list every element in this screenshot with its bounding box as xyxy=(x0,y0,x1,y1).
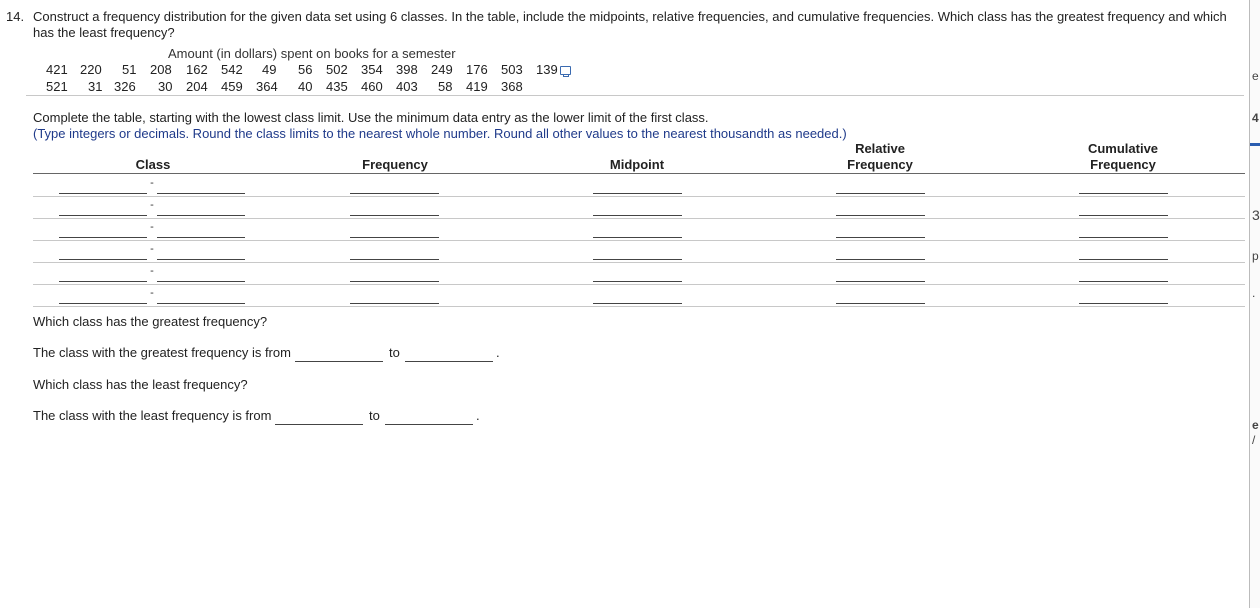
cumulative-frequency-input[interactable] xyxy=(1079,227,1168,238)
class-dash: - xyxy=(150,221,154,233)
frequency-input[interactable] xyxy=(350,293,439,304)
data-value: 49 xyxy=(262,62,277,77)
data-value: 249 xyxy=(431,62,453,77)
strip-glyph: e xyxy=(1252,418,1259,432)
midpoint-input[interactable] xyxy=(593,293,682,304)
class-lower-input[interactable] xyxy=(59,271,147,282)
class-lower-input[interactable] xyxy=(59,183,147,194)
data-value: 40 xyxy=(298,79,313,94)
instruction-note: (Type integers or decimals. Round the class limits to the nearest whole number. Round all other values to the nearest thousandth as needed.) xyxy=(33,126,847,141)
row-divider xyxy=(33,196,1245,197)
relative-frequency-input[interactable] xyxy=(836,205,925,216)
header-relative-frequency xyxy=(810,141,950,173)
question-text: Construct a frequency distribution for the given data set using 6 classes. In the table, include the midpoints, relative frequencies, and cumulative frequencies. Which class has the greatest frequency and which has the least frequency? xyxy=(33,9,1227,40)
data-value: 31 xyxy=(88,79,103,94)
relative-frequency-input[interactable] xyxy=(836,249,925,260)
question-number: 14. xyxy=(6,9,25,24)
data-value: 56 xyxy=(298,62,313,77)
data-value: 368 xyxy=(501,79,523,94)
strip-glyph: . xyxy=(1252,286,1256,300)
class-dash: - xyxy=(150,177,154,189)
data-value: 398 xyxy=(396,62,418,77)
class-upper-input[interactable] xyxy=(157,227,245,238)
class-dash: - xyxy=(150,243,154,255)
relative-frequency-input[interactable] xyxy=(836,183,925,194)
midpoint-input[interactable] xyxy=(593,205,682,216)
greatest-lower-input[interactable] xyxy=(295,349,383,362)
data-value: 521 xyxy=(46,79,68,94)
data-value: 419 xyxy=(466,79,488,94)
instruction-text: Complete the table, starting with the lowest class limit. Use the minimum data entry as the lower limit of the first class. xyxy=(33,110,709,125)
frequency-input[interactable] xyxy=(350,205,439,216)
header-midpoint: Midpoint xyxy=(609,157,665,172)
data-value: 30 xyxy=(158,79,173,94)
header-cumulative-line2: Frequency xyxy=(1090,157,1156,172)
class-upper-input[interactable] xyxy=(157,249,245,260)
table-header-divider xyxy=(33,173,1245,174)
data-value: 162 xyxy=(186,62,208,77)
least-lower-input[interactable] xyxy=(275,412,363,425)
greatest-statement: The class with the greatest frequency is from xyxy=(33,345,291,360)
cumulative-frequency-input[interactable] xyxy=(1079,183,1168,194)
class-lower-input[interactable] xyxy=(59,293,147,304)
frequency-input[interactable] xyxy=(350,183,439,194)
least-period: . xyxy=(476,408,480,423)
greatest-upper-input[interactable] xyxy=(405,349,493,362)
copy-data-icon[interactable] xyxy=(560,66,571,75)
header-cumulative-frequency xyxy=(1053,141,1193,173)
cumulative-frequency-input[interactable] xyxy=(1079,249,1168,260)
data-value: 326 xyxy=(114,79,136,94)
strip-glyph: 4 xyxy=(1252,111,1259,125)
frequency-input[interactable] xyxy=(350,227,439,238)
strip-glyph: e xyxy=(1252,69,1259,83)
row-divider xyxy=(33,240,1245,241)
cumulative-frequency-input[interactable] xyxy=(1079,205,1168,216)
data-value: 435 xyxy=(326,79,348,94)
class-upper-input[interactable] xyxy=(157,293,245,304)
class-dash: - xyxy=(150,265,154,277)
strip-glyph: / xyxy=(1252,433,1256,447)
class-lower-input[interactable] xyxy=(59,227,147,238)
midpoint-input[interactable] xyxy=(593,227,682,238)
data-value: 502 xyxy=(326,62,348,77)
midpoint-input[interactable] xyxy=(593,271,682,282)
class-upper-input[interactable] xyxy=(157,183,245,194)
data-value: 459 xyxy=(221,79,243,94)
row-divider xyxy=(33,306,1245,307)
data-value: 58 xyxy=(438,79,453,94)
frequency-input[interactable] xyxy=(350,271,439,282)
least-statement: The class with the least frequency is from xyxy=(33,408,272,423)
class-dash: - xyxy=(150,199,154,211)
midpoint-input[interactable] xyxy=(593,183,682,194)
least-question: Which class has the least frequency? xyxy=(33,377,248,392)
cumulative-frequency-input[interactable] xyxy=(1079,293,1168,304)
data-value: 139 xyxy=(536,62,558,77)
data-value: 204 xyxy=(186,79,208,94)
data-value: 354 xyxy=(361,62,383,77)
strip-glyph: p xyxy=(1252,249,1259,263)
header-frequency: Frequency xyxy=(362,157,428,172)
midpoint-input[interactable] xyxy=(593,249,682,260)
greatest-period: . xyxy=(496,345,500,360)
class-lower-input[interactable] xyxy=(59,249,147,260)
cumulative-frequency-input[interactable] xyxy=(1079,271,1168,282)
data-value: 208 xyxy=(150,62,172,77)
strip-glyph: 3 xyxy=(1252,207,1260,223)
greatest-question: Which class has the greatest frequency? xyxy=(33,314,268,329)
class-lower-input[interactable] xyxy=(59,205,147,216)
dataset-title: Amount (in dollars) spent on books for a semester xyxy=(168,46,456,61)
data-value: 403 xyxy=(396,79,418,94)
data-value: 176 xyxy=(466,62,488,77)
least-to-label: to xyxy=(369,408,380,423)
row-divider xyxy=(33,218,1245,219)
greatest-to-label: to xyxy=(389,345,400,360)
header-relative-line2: Frequency xyxy=(847,157,913,172)
class-upper-input[interactable] xyxy=(157,271,245,282)
relative-frequency-input[interactable] xyxy=(836,227,925,238)
data-value: 421 xyxy=(46,62,68,77)
least-upper-input[interactable] xyxy=(385,412,473,425)
header-class: Class xyxy=(135,157,171,172)
adjacent-panel-edge xyxy=(1249,0,1260,608)
data-value: 364 xyxy=(256,79,278,94)
divider xyxy=(26,95,1244,96)
data-value: 542 xyxy=(221,62,243,77)
frequency-input[interactable] xyxy=(350,249,439,260)
relative-frequency-input[interactable] xyxy=(836,271,925,282)
class-upper-input[interactable] xyxy=(157,205,245,216)
data-value: 220 xyxy=(80,62,102,77)
header-cumulative-line1: Cumulative xyxy=(1087,141,1159,156)
strip-accent xyxy=(1250,143,1260,146)
data-value: 503 xyxy=(501,62,523,77)
data-value: 51 xyxy=(122,62,137,77)
row-divider xyxy=(33,284,1245,285)
data-value: 460 xyxy=(361,79,383,94)
row-divider xyxy=(33,262,1245,263)
class-dash: - xyxy=(150,287,154,299)
header-relative-line1: Relative xyxy=(855,141,905,156)
relative-frequency-input[interactable] xyxy=(836,293,925,304)
